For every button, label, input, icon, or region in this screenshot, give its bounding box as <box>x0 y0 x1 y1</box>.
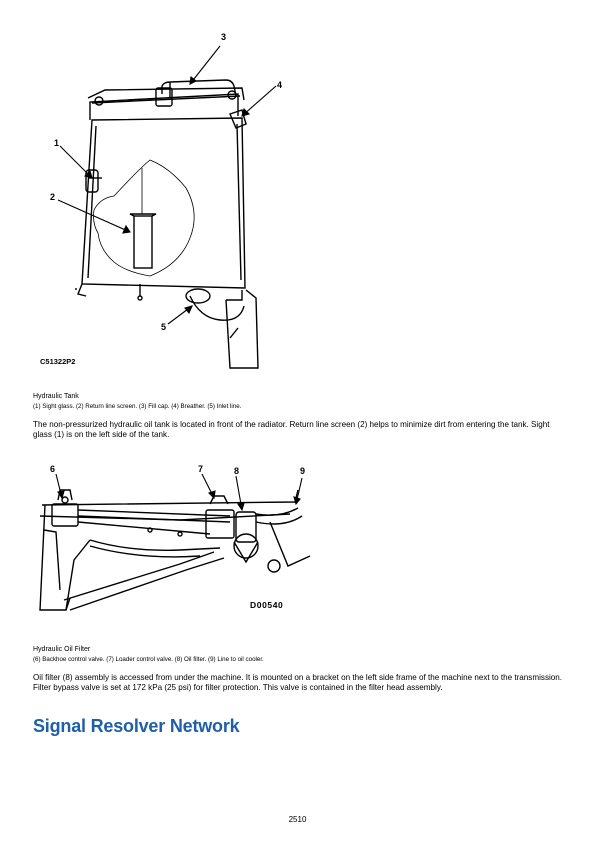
callout-2: 2 <box>50 192 56 202</box>
figure-caption-title: Hydraulic Oil Filter <box>33 646 91 653</box>
callout-5: 5 <box>161 322 167 332</box>
callout-1: 1 <box>54 138 60 148</box>
figure-caption-text: (6) Backhoe control valve. (7) Loader control valve. (8) Oil filter. (9) Line to oil cooler. <box>33 656 264 663</box>
hydraulic-oil-filter-figure <box>30 460 320 620</box>
body-paragraph: The non-pressurized hydraulic oil tank is located in front of the radiator. Return line screen (2) helps to minimize dirt from entering the tank. Sight glass (1) is on the left side of the tank. <box>33 420 550 439</box>
callout-3: 3 <box>221 32 227 42</box>
figure-code: D00540 <box>250 600 284 610</box>
figure-caption-title: Hydraulic Tank <box>33 393 79 400</box>
callout-8: 8 <box>234 466 240 476</box>
callout-7: 7 <box>198 464 204 474</box>
callout-9: 9 <box>300 466 306 476</box>
figure-code: C51322P2 <box>40 357 76 366</box>
hydraulic-tank-drawing <box>30 28 300 373</box>
section-heading: Signal Resolver Network <box>33 716 240 736</box>
callout-6: 6 <box>50 464 56 474</box>
body-paragraph: Oil filter (8) assembly is accessed from under the machine. It is mounted on a bracket on the left side frame of the machine next to the transmission. Filter bypass valve is set at 172 kPa (25 psi) for filter protection. This valve is contained in the filter head assembly. <box>33 673 563 692</box>
page-number: 2510 <box>288 815 307 824</box>
callout-4: 4 <box>277 80 283 90</box>
hydraulic-oil-filter-drawing <box>30 460 320 620</box>
figure-caption-text: (1) Sight glass. (2) Return line screen. (3) Fill cap. (4) Breather. (5) Inlet line. <box>33 403 242 410</box>
hydraulic-tank-figure <box>30 28 300 373</box>
